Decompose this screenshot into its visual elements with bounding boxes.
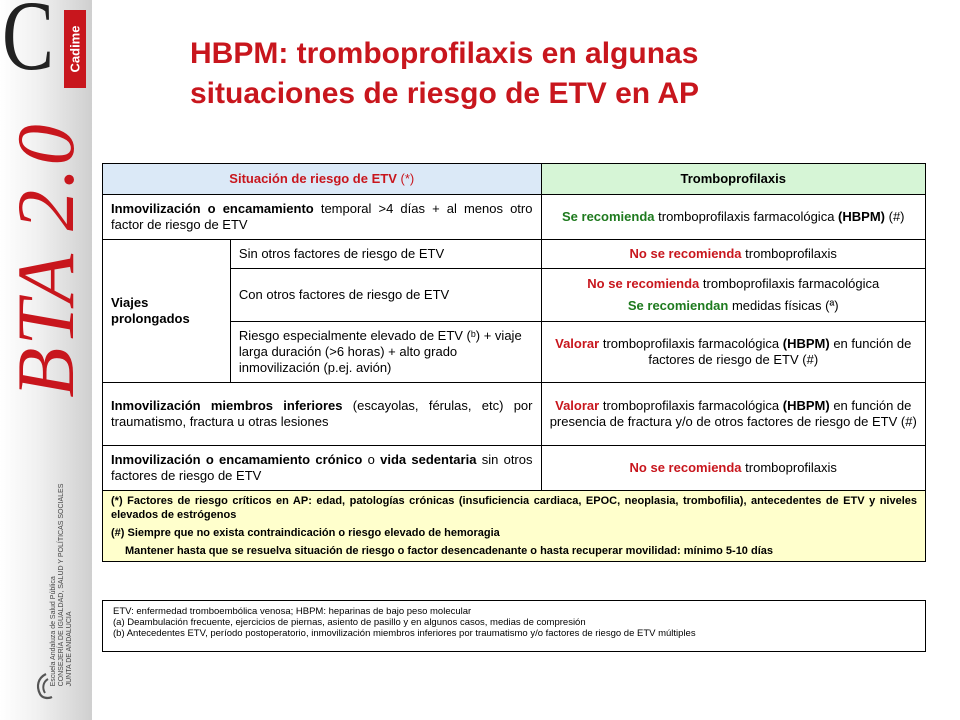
header-situation: Situación de riesgo de ETV (*): [103, 164, 542, 195]
cadime-logo-letter: C: [2, 0, 55, 91]
table-header-row: [103, 164, 926, 195]
situation-cell: Riesgo especialmente elevado de ETV (ᵇ) + viaje larga duración (>6 horas) + alto grado inmovilización (p.ej. avión): [230, 322, 541, 383]
note-duration: Mantener hasta que se resuelva situación de riesgo o factor desencadenante o hasta recuperar movilidad: mínimo 5-10 días: [125, 545, 773, 557]
notes-cell: [103, 491, 926, 562]
footnote-abbreviations: ETV: enfermedad tromboembólica venosa; HBPM: heparinas de bajo peso molecular: [113, 606, 472, 617]
recommendation-cell: Valorar tromboprofilaxis farmacológica (HBPM) en función de presencia de fractura y/o de otros factores de riesgo de ETV (#): [541, 383, 926, 446]
notes-row: [103, 491, 926, 562]
cadime-logo-label: Cadime: [64, 10, 86, 88]
footnote-a: (a) Deambulación frecuente, ejercicios de piernas, asiento de pasillo y en algunos casos, medias de compresión: [113, 617, 586, 628]
situation-cell: Inmovilización o encamamiento temporal >4 días + al menos otro factor de riesgo de ETV: [103, 195, 542, 240]
table-row: [103, 195, 926, 240]
bta-logo: BTA 2.0: [0, 122, 91, 398]
footnote-b: (b) Antecedentes ETV, período postoperatorio, inmovilización miembros inferiores por traumatismo y/o factores de riesgo de ETV múltiples: [113, 628, 696, 639]
note-risk-factors: (*) Factores de riesgo críticos en AP: edad, patologías crónicas (insuficiencia cardiaca, EPOC, neoplasia, trombofilia), antecedentes de ETV y niveles elevados de estrógenos: [111, 495, 917, 521]
recommendation-cell: No se recomienda tromboprofilaxis: [541, 446, 926, 491]
page-title: HBPM: tromboprofilaxis en algunas situaciones de riesgo de ETV en AP: [190, 37, 700, 110]
recommendation-cell: No se recomienda tromboprofilaxis: [541, 240, 926, 269]
footnotes-box: [102, 600, 926, 652]
brand-band: [0, 0, 92, 720]
situation-cell: Inmovilización miembros inferiores (escayolas, férulas, etc) por traumatismo, fractura u otras lesiones: [103, 383, 542, 446]
viajes-label: Viajes prolongados: [103, 240, 231, 383]
situation-cell: Sin otros factores de riesgo de ETV: [230, 240, 541, 269]
recommendation-cell: Se recomienda tromboprofilaxis farmacológica (HBPM) (#): [541, 195, 926, 240]
header-thromboprophylaxis: Tromboprofilaxis: [541, 164, 926, 195]
table-row: [103, 240, 926, 269]
table-row: [103, 383, 926, 446]
situation-cell: Con otros factores de riesgo de ETV: [230, 269, 541, 322]
recommendation-cell: Valorar tromboprofilaxis farmacológica (HBPM) en función de factores de riesgo de ETV (#): [541, 322, 926, 383]
table-row: [103, 446, 926, 491]
situation-cell: Inmovilización o encamamiento crónico o vida sedentaria sin otros factores de riesgo de ETV: [103, 446, 542, 491]
recommendation-cell: No se recomienda tromboprofilaxis farmacológica Se recomiendan medidas físicas (ª): [541, 269, 926, 322]
risk-table: [102, 163, 926, 562]
junta-andalucia-icon: [34, 672, 58, 700]
junta-text: Escuela Andaluza de Salud Pública CONSEJERÍA DE IGUALDAD, SALUD Y POLÍTICAS SOCIALES JUNTA DE ANDALUCIA: [50, 483, 73, 687]
note-contraindication: (#) Siempre que no exista contraindicación o riesgo elevado de hemoragia: [111, 527, 500, 539]
